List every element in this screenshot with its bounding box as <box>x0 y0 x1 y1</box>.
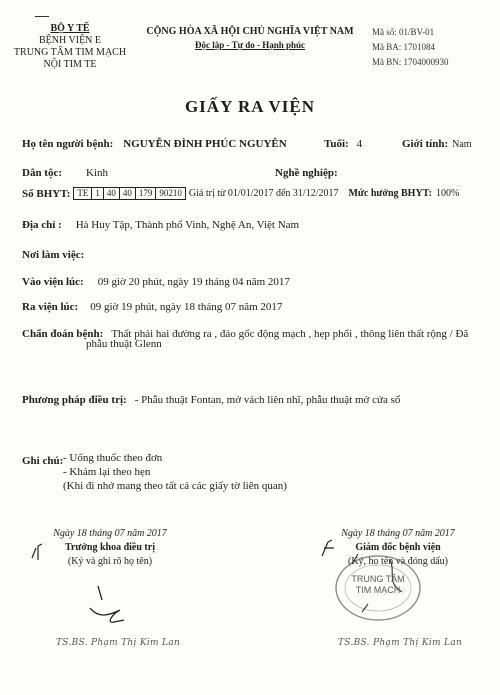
age-row <box>324 134 362 152</box>
age-value: 4 <box>356 138 363 150</box>
ethnicity-value: Kinh <box>86 167 109 179</box>
ethnicity-label: Dân tộc: <box>22 167 63 179</box>
gender-row <box>402 134 472 152</box>
diagnosis-line-2: phẫu thuật Glenn <box>86 338 162 350</box>
treatment-value: - Phẫu thuật Fontan, mở vách liên nhĩ, phẫu thuật mở cửa sổ <box>134 394 401 406</box>
sign-date-left: Ngày 18 tháng 07 năm 2017 <box>53 528 167 539</box>
ethnicity-row <box>22 163 108 181</box>
insurance-label: Số BHYT: <box>22 187 71 200</box>
gender-value: Nam <box>452 139 472 150</box>
document-title: GIẤY RA VIỆN <box>184 97 316 116</box>
patient-name-label: Họ tên người bệnh: <box>22 138 114 150</box>
diagnosis-label: Chẩn đoán bệnh: <box>22 328 104 340</box>
stamp-line: TRUNG TÂM <box>351 574 405 584</box>
job-label: Nghề nghiệp: <box>275 167 338 179</box>
bn-code: Mã BN: 1704000930 <box>372 57 449 67</box>
insurance-code-part: TE <box>74 188 92 199</box>
insurance-code-part: 90210 <box>159 188 182 198</box>
gender-label: Giới tính: <box>402 138 449 150</box>
nation-motto: Độc lập - Tự do - Hạnh phúc <box>194 40 305 50</box>
scan-mark <box>35 16 49 17</box>
discharge-row <box>22 297 282 315</box>
sign-date-right: Ngày 18 tháng 07 năm 2017 <box>341 528 455 539</box>
patient-name: NGUYỄN ĐÌNH PHÚC NGUYÊN <box>123 138 287 150</box>
signer-name-right: TS.BS. Phạm Thị Kim Lan <box>338 638 463 648</box>
department-name: NỘI TIM TE <box>43 59 97 70</box>
sign-role-right: Giám đốc bệnh viện <box>355 542 441 553</box>
insurance-validity: Giá trị từ 01/01/2017 đến 31/12/2017 <box>188 188 339 199</box>
note-line: (Khi đi nhớ mang theo tất cả các giấy tờ liên quan) <box>63 480 287 492</box>
discharge-label: Ra viện lúc: <box>22 301 79 313</box>
workplace-row <box>22 245 84 263</box>
workplace-label: Nơi làm việc: <box>22 249 85 261</box>
address-label: Địa chỉ : <box>22 219 62 231</box>
stamp-text <box>346 574 410 596</box>
ba-code: Mã BA: 1701084 <box>372 42 435 52</box>
nation-title: CỘNG HÒA XÃ HỘI CHỦ NGHĨA VIỆT NAM <box>146 26 354 37</box>
admission-label: Vào viện lúc: <box>22 276 84 288</box>
insurance-code-part: 40 <box>120 188 136 199</box>
insurance-code-part: 1 <box>92 188 104 199</box>
patient-name-row <box>22 134 287 152</box>
diagnosis-line-1: Thất phải hai đường ra , đảo gốc động mạch , hẹp phổi , thông liên thất rộng / Đã <box>111 328 469 340</box>
insurance-code-part: 40 <box>104 188 120 199</box>
form-code: Mã số: 01/BV-01 <box>372 27 435 37</box>
admission-row <box>22 272 290 290</box>
stamp-line: TIM MẠCH <box>355 585 401 595</box>
address-value: Hà Huy Tập, Thành phố Vinh, Nghệ An, Việt Nam <box>75 219 300 231</box>
job-row <box>275 163 338 181</box>
header-right <box>372 25 449 70</box>
insurance-code-box <box>73 187 186 200</box>
insurance-row <box>22 187 459 200</box>
treatment-label: Phương pháp điều trị: <box>22 394 127 406</box>
sign-note-left: (Ký và ghi rõ họ tên) <box>67 556 153 567</box>
signature-right-mark-icon <box>316 538 346 568</box>
insurance-benefit-value: 100% <box>435 188 460 199</box>
notes-content <box>63 451 287 493</box>
sign-role-left: Trưởng khoa điều trị <box>65 542 155 553</box>
note-line: - Khám lại theo hẹn <box>63 466 151 478</box>
treatment-row <box>22 390 400 408</box>
header-left <box>8 23 132 71</box>
notes-label-text: Ghi chú: <box>22 455 64 467</box>
insurance-benefit-label: Mức hưởng BHYT: <box>348 188 432 199</box>
age-label: Tuổi: <box>324 138 349 150</box>
sign-note-right: (Ký, họ tên và đóng dấu) <box>348 556 448 567</box>
header-center <box>138 26 362 50</box>
signer-name-left: TS.BS. Phạm Thị Kim Lan <box>56 638 181 648</box>
address-row <box>22 215 299 233</box>
hospital-name: BỆNH VIỆN E <box>38 35 102 46</box>
ministry-name: BỘ Y TẾ <box>50 23 90 34</box>
notes-label <box>22 451 63 469</box>
center-name: TRUNG TÂM TIM MẠCH <box>13 47 127 58</box>
note-line: - Uống thuốc theo đơn <box>63 452 163 464</box>
discharge-value: 09 giờ 19 phút, ngày 18 tháng 07 năm 2017 <box>90 301 283 313</box>
admission-value: 09 giờ 20 phút, ngày 19 tháng 04 năm 2017 <box>97 276 290 288</box>
insurance-code-part: 179 <box>136 188 157 199</box>
signature-left-icon <box>28 538 198 638</box>
